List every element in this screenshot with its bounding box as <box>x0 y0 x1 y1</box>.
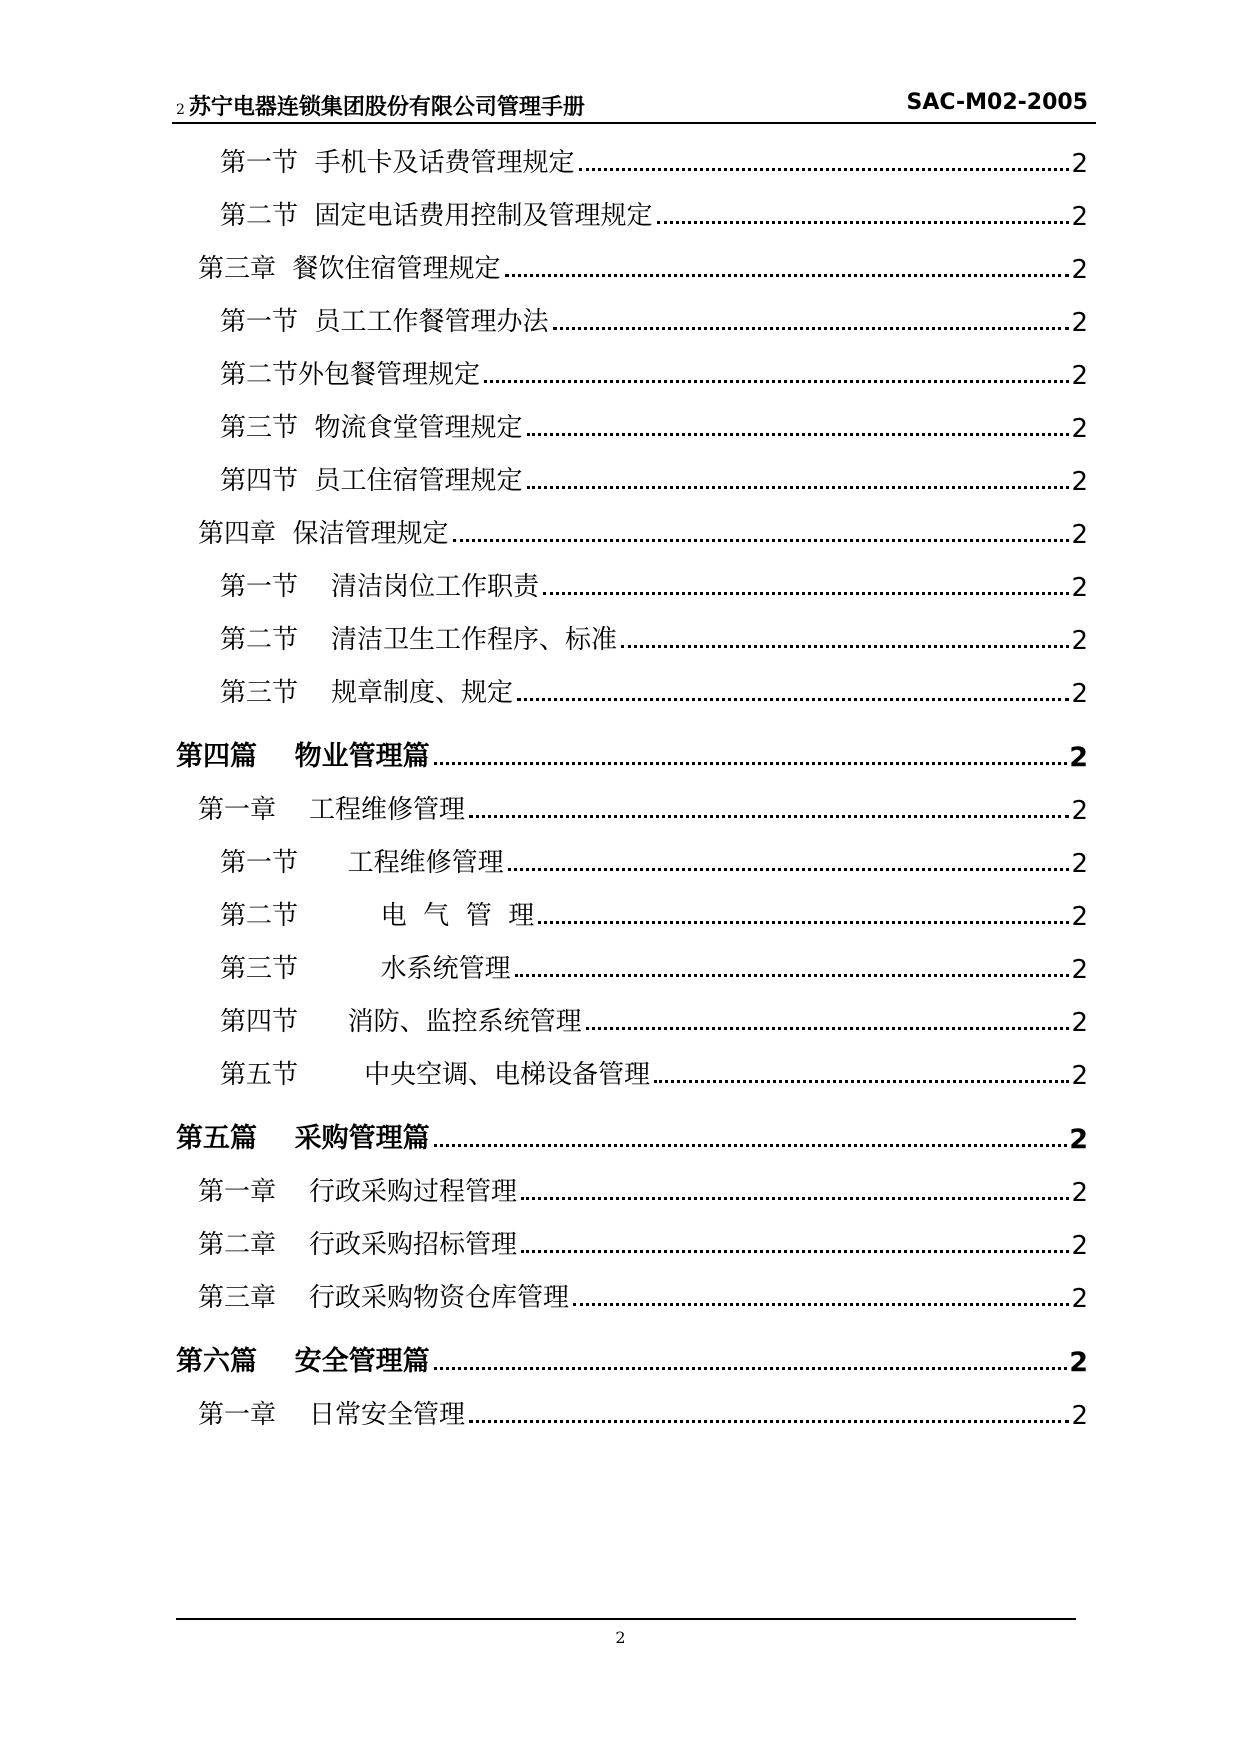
toc-entry-chapter[interactable] <box>176 773 1088 826</box>
toc-entry-label: 第三章 行政采购物资仓库管理 <box>198 1277 573 1314</box>
toc-entry-label: 第一章 工程维修管理 <box>198 789 469 826</box>
toc-entry-chapter[interactable] <box>176 1378 1088 1431</box>
toc-dot-leader <box>505 273 1070 277</box>
header-divider <box>172 122 1096 124</box>
toc-entry-label: 第二章 行政采购招标管理 <box>198 1224 521 1261</box>
toc-dot-leader <box>515 973 1070 977</box>
toc-entry-section[interactable] <box>176 1038 1088 1091</box>
toc-entry-section[interactable] <box>176 985 1088 1038</box>
toc-entry-label: 第四篇 物业管理篇 <box>176 734 434 773</box>
toc-dot-leader <box>553 326 1070 330</box>
toc-dot-leader <box>657 220 1070 224</box>
toc-entry-page: 2 <box>1071 679 1088 709</box>
toc-entry-page: 2 <box>1069 742 1088 773</box>
toc-entry-label: 第一节 员工工作餐管理办法 <box>220 301 553 338</box>
toc-entry-section[interactable] <box>176 879 1088 932</box>
toc-entry-section[interactable] <box>176 391 1088 444</box>
toc-entry-label: 第五篇 采购管理篇 <box>176 1116 434 1155</box>
toc-entry-page: 2 <box>1071 849 1088 879</box>
toc-dot-leader <box>543 591 1069 595</box>
footer-divider <box>176 1618 1076 1620</box>
toc-entry-section[interactable] <box>176 126 1088 179</box>
toc-dot-leader <box>621 644 1069 648</box>
toc-entry-part[interactable] <box>176 1314 1088 1378</box>
toc-entry-page: 2 <box>1071 1284 1088 1314</box>
toc-entry-page: 2 <box>1071 202 1088 232</box>
toc-entry-label: 第四节 消防、监控系统管理 <box>220 1001 586 1038</box>
toc-entry-label: 第一节 清洁岗位工作职责 <box>220 566 543 603</box>
header-title-group <box>176 90 585 121</box>
toc-entry-page: 2 <box>1071 308 1088 338</box>
toc-dot-leader <box>469 814 1069 818</box>
toc-entry-chapter[interactable] <box>176 232 1088 285</box>
toc-dot-leader <box>434 1366 1068 1370</box>
toc-entry-page: 2 <box>1071 414 1088 444</box>
toc-entry-page: 2 <box>1071 1178 1088 1208</box>
toc-entry-label: 第三章 餐饮住宿管理规定 <box>198 248 505 285</box>
toc-entry-label: 第一章 日常安全管理 <box>198 1394 469 1431</box>
toc-entry-label: 第二节 电 气 管 理 <box>220 895 538 932</box>
header-title: 苏宁电器连锁集团股份有限公司管理手册 <box>188 95 585 120</box>
toc-dot-leader <box>434 761 1068 765</box>
toc-entry-label: 第二节外包餐管理规定 <box>220 354 484 391</box>
toc-entry-label: 第一章 行政采购过程管理 <box>198 1171 521 1208</box>
toc-entry-chapter[interactable] <box>176 1261 1088 1314</box>
toc-entry-page: 2 <box>1071 902 1088 932</box>
toc-entry-page: 2 <box>1071 149 1088 179</box>
toc-entry-page: 2 <box>1071 955 1088 985</box>
toc-entry-page: 2 <box>1071 361 1088 391</box>
toc-entry-label: 第四节 员工住宿管理规定 <box>220 460 527 497</box>
toc-dot-leader <box>527 485 1070 489</box>
toc-dot-leader <box>521 1196 1069 1200</box>
toc-entry-section[interactable] <box>176 603 1088 656</box>
toc-dot-leader <box>469 1419 1069 1423</box>
toc-entry-label: 第二节 固定电话费用控制及管理规定 <box>220 195 657 232</box>
toc-entry-section[interactable] <box>176 444 1088 497</box>
page-header <box>172 82 1096 124</box>
toc-entry-page: 2 <box>1071 1401 1088 1431</box>
toc-entry-page: 2 <box>1069 1124 1088 1155</box>
toc-entry-page: 2 <box>1071 255 1088 285</box>
toc-entry-page: 2 <box>1071 467 1088 497</box>
toc-entry-chapter[interactable] <box>176 497 1088 550</box>
toc-entry-section[interactable] <box>176 285 1088 338</box>
toc-entry-page: 2 <box>1071 626 1088 656</box>
toc-entry-label: 第三节 物流食堂管理规定 <box>220 407 527 444</box>
toc-dot-leader <box>654 1079 1069 1083</box>
toc-entry-label: 第一节 工程维修管理 <box>220 842 508 879</box>
toc-dot-leader <box>521 1249 1069 1253</box>
toc-entry-page: 2 <box>1071 796 1088 826</box>
toc-dot-leader <box>586 1026 1070 1030</box>
toc-dot-leader <box>517 697 1069 701</box>
toc-entry-part[interactable] <box>176 709 1088 773</box>
toc-dot-leader <box>434 1143 1068 1147</box>
toc-entry-page: 2 <box>1071 520 1088 550</box>
toc-entry-label: 第二节 清洁卫生工作程序、标准 <box>220 619 621 656</box>
toc-dot-leader <box>579 167 1070 171</box>
toc-dot-leader <box>527 432 1070 436</box>
toc-entry-page: 2 <box>1071 1061 1088 1091</box>
toc-entry-part[interactable] <box>176 1091 1088 1155</box>
toc-entry-label: 第三节 水系统管理 <box>220 948 515 985</box>
toc-entry-chapter[interactable] <box>176 1155 1088 1208</box>
toc-entry-label: 第一节 手机卡及话费管理规定 <box>220 142 579 179</box>
header-page-number: 2 <box>176 102 185 118</box>
table-of-contents <box>176 126 1088 1431</box>
toc-entry-page: 2 <box>1071 1008 1088 1038</box>
toc-dot-leader <box>453 538 1070 542</box>
toc-dot-leader <box>484 379 1069 383</box>
toc-dot-leader <box>538 920 1069 924</box>
toc-dot-leader <box>508 867 1070 871</box>
toc-entry-page: 2 <box>1069 1347 1088 1378</box>
toc-entry-section[interactable] <box>176 656 1088 709</box>
toc-dot-leader <box>573 1302 1069 1306</box>
toc-entry-page: 2 <box>1071 573 1088 603</box>
toc-entry-label: 第六篇 安全管理篇 <box>176 1339 434 1378</box>
toc-entry-page: 2 <box>1071 1231 1088 1261</box>
header-doc-code: SAC-M02-2005 <box>906 90 1088 115</box>
footer-page-number: 2 <box>615 1628 626 1647</box>
toc-entry-label: 第五节 中央空调、电梯设备管理 <box>220 1054 654 1091</box>
toc-entry-section[interactable] <box>176 179 1088 232</box>
toc-entry-section[interactable] <box>176 932 1088 985</box>
toc-entry-section[interactable] <box>176 550 1088 603</box>
toc-entry-label: 第四章 保洁管理规定 <box>198 513 453 550</box>
toc-entry-label: 第三节 规章制度、规定 <box>220 672 517 709</box>
toc-entry-chapter[interactable] <box>176 1208 1088 1261</box>
toc-entry-section[interactable] <box>176 338 1088 391</box>
toc-entry-section[interactable] <box>176 826 1088 879</box>
